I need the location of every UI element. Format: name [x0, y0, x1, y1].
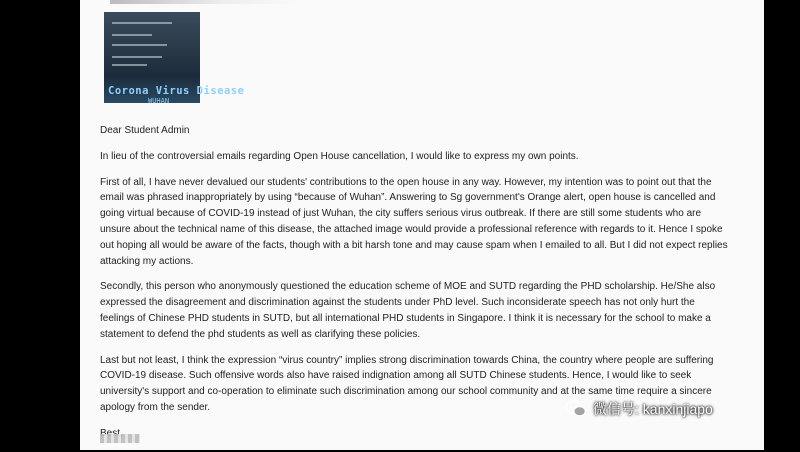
paragraph: Secondly, this person who anonymously questioned the education scheme of MOE and SUTD regarding the PHD scholarship. He/She also expressed the disagreement and discrimination against the students under PhD level. Such inconsiderate speech has not only hurt the feelings of Chinese PHD students in SUTD, but all international PHD students in Singapore. I think it is necessary for the school to make a statement to defend the phd students as well as clarifying these policies. — [100, 281, 716, 340]
image-caption: Corona Virus Disease — [108, 85, 245, 97]
paragraph: First of all, I have never devalued our students' contributions to the open house in any way. However, my intention was to point out that the email was phrased inappropriately by using “because of Wuhan”. Answering to Sg government's Orange alert, open house is cancelled and going virtual because of COVID-19 instead of just Wuhan, the city suffers serious virus outbreak. If there are still some students who are unsure about the technical name of this disease, the attached image would provide a professional reference with regards to it. Hence I spoke out hoping all would be aware of the facts, though with a bit harsh tone and may cause spam when I emailed to all. But I did not expect replies attacking my actions. — [100, 176, 728, 267]
wechat-icon — [565, 400, 587, 418]
attached-image — [104, 12, 245, 105]
cropped-header — [110, 0, 300, 4]
image-text-line — [112, 34, 152, 36]
redacted-signature — [100, 434, 140, 443]
paragraph: Last but not least, I think the expression “virus country” implies strong discrimination towards China, the country where people are suffering COVID-19 disease. Such offensive words also have raised indignation among all SUTD Chinese students. Hence, I would like to seek university's support and co-operation to eliminate such discrimination among our school community and at the same time require a sincere apology from the sender. — [100, 354, 714, 413]
image-text-line — [112, 56, 162, 58]
signoff — [100, 426, 732, 442]
email-document — [80, 0, 764, 450]
image-text-line — [112, 64, 147, 66]
image-text-line — [112, 44, 167, 46]
watermark — [565, 399, 713, 419]
image-caption-sub: WUHAN — [148, 97, 170, 105]
watermark-text: 微信号: kanxinjiapo — [593, 401, 713, 417]
paragraph: In lieu of the controversial emails regarding Open House cancellation, I would like to express my own points. — [100, 150, 579, 162]
image-text-line — [112, 22, 172, 24]
greeting: Dear Student Admin — [100, 125, 190, 136]
